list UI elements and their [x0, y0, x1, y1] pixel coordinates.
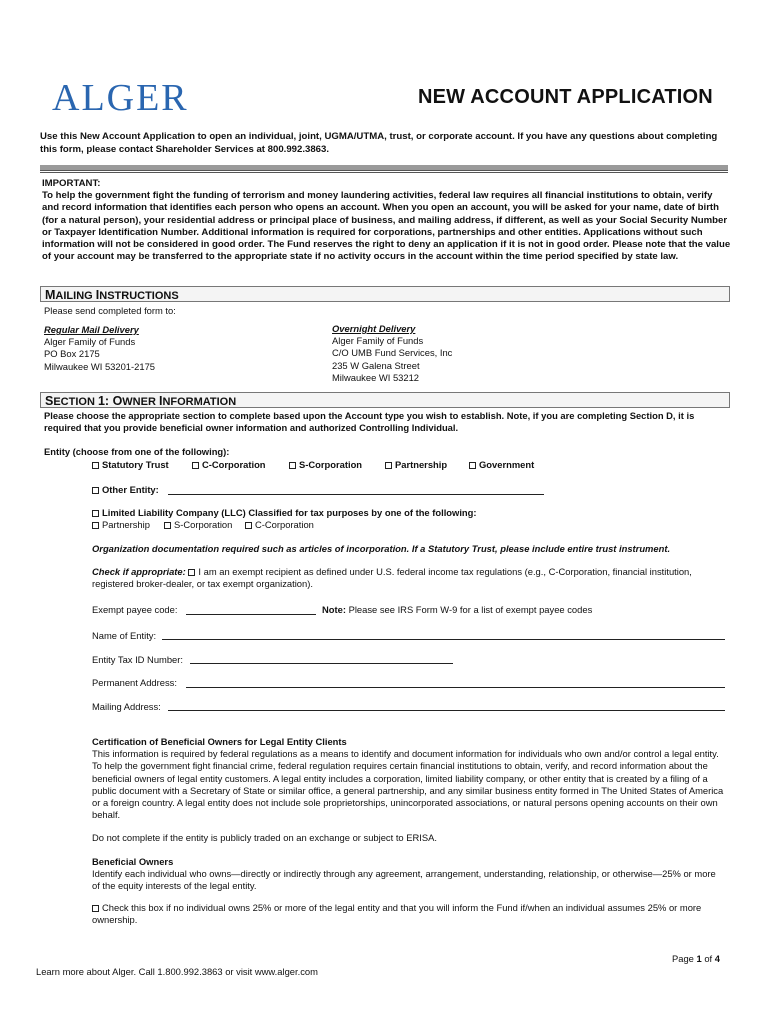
page-current: 1	[696, 953, 702, 964]
heading-letter: I	[158, 394, 163, 408]
beneficial-owners-text: Identify each individual who owns—directly or indirectly through any agreement, arrangement, understanding, relationship, or otherwise—25% or more of the equity interests of the legal entity.	[92, 867, 716, 892]
heading-part: WNER	[122, 396, 159, 408]
llc-option-partnership[interactable]	[92, 519, 150, 531]
exempt-payee-label: Exempt payee code:	[92, 604, 178, 615]
overnight-line: Milwaukee WI 53212	[332, 371, 420, 383]
certification-block	[92, 736, 724, 927]
page-prefix: Page	[672, 953, 697, 964]
checkbox-icon[interactable]	[92, 905, 99, 912]
other-entity-label: Other Entity:	[102, 484, 159, 495]
llc-option-c-corporation[interactable]	[245, 519, 314, 531]
certification-paragraph: To help the government fight financial crime, federal regulation requires certain financial institutions to obtain, verify, and record information about the beneficial owners of legal entity customers. A legal entity includes a corporation, limited liability company, or other entity that is created by a filing of a public document with a Secretary of State or similar office, a general partnership, and any similar business entity formed in The United States of America or a foreign country. A legal entity does not include sole proprietorships, unincorporated associations, or natural persons opening accounts on their own behalf.	[92, 760, 724, 821]
entity-option-label: Government	[479, 459, 535, 470]
overnight-block	[332, 323, 452, 384]
entity-option-label: Statutory Trust	[102, 459, 169, 470]
overnight-line: C/O UMB Fund Services, Inc	[332, 347, 453, 359]
regular-mail-block	[44, 324, 155, 373]
overnight-line: 235 W Galena Street	[332, 359, 420, 371]
checkbox-icon[interactable]	[92, 462, 99, 469]
divider-rule-thin	[40, 172, 728, 173]
checkbox-icon[interactable]	[469, 462, 476, 469]
footer-learn-more: Learn more about Alger. Call 1.800.992.3863 or visit www.alger.com	[36, 966, 318, 977]
no-owner-option[interactable]	[92, 902, 724, 926]
llc-option-label: Partnership	[102, 519, 150, 530]
beneficial-owners-title: Beneficial Owners	[92, 855, 174, 867]
overnight-title: Overnight Delivery	[332, 323, 416, 334]
divider-rule	[40, 165, 728, 171]
certification-paragraph: This information is required by federal regulations as a means to identify and document information for individuals who own and/or control a legal entity.	[92, 748, 719, 760]
entity-option-c-corporation[interactable]	[192, 459, 266, 471]
page-total: 4	[714, 953, 720, 964]
checkbox-icon[interactable]	[188, 569, 195, 576]
check-appropriate-label: Check if appropriate:	[92, 566, 186, 577]
intro-text: Use this New Account Application to open an individual, joint, UGMA/UTMA, trust, or corporate account. If you have any questions about completing this form, please contact Shareholder Services at 800.992.3863.	[40, 131, 718, 155]
overnight-line: Alger Family of Funds	[332, 335, 424, 347]
section1-intro: Please choose the appropriate section to complete based upon the Account type you wish to establish. Note, if you are completing Section D, it is required that you provide beneficial owner information and authorized Controlling Individual.	[44, 410, 695, 434]
entity-option-partnership[interactable]	[385, 459, 447, 471]
checkbox-icon[interactable]	[289, 462, 296, 469]
heading-part: 1:	[97, 394, 113, 408]
heading-part: ECTION	[53, 396, 98, 408]
llc-label: Limited Liability Company (LLC) Classified for tax purposes by one of the following:	[102, 507, 477, 518]
exempt-payee-field[interactable]	[186, 614, 316, 615]
llc-option-label: C-Corporation	[255, 519, 314, 530]
regular-mail-line: Milwaukee WI 53201-2175	[44, 360, 155, 372]
send-to-text: Please send completed form to:	[44, 305, 176, 316]
page-of: of	[701, 953, 715, 964]
entity-option-label: C-Corporation	[202, 459, 266, 470]
note-label: Note:	[322, 604, 346, 615]
checkbox-icon[interactable]	[92, 522, 99, 529]
heading-part: AILING	[55, 290, 96, 302]
no-owner-text: Check this box if no individual owns 25% or more of the legal entity and that you will inform the Fund if/when an individual assumes 25% or more ownership.	[92, 902, 702, 926]
checkbox-icon[interactable]	[385, 462, 392, 469]
other-entity-option[interactable]	[92, 484, 159, 496]
entity-tax-id-label: Entity Tax ID Number:	[92, 654, 184, 665]
entity-name-label: Name of Entity:	[92, 630, 157, 641]
checkbox-icon[interactable]	[92, 487, 99, 494]
llc-option-s-corporation[interactable]	[164, 519, 232, 531]
regular-mail-title: Regular Mail Delivery	[44, 324, 139, 335]
important-text: To help the government fight the funding of terrorism and money laundering activities, federal law requires all financial institutions to obtain, verify and record information that identifies each person who opens an account. When you open an account, you will be asked for your name, date of birth (for a natural person), your residential address or principal place of business, and mailing address, if different, as well as your Social Security Number or Taxpayer Identification Number. Additional information is required for corporations, partnerships and other entities. Applications without such information will not be considered in good order. The Fund reserves the right to deny an application if it is not in good order. Please note that the value of your account may be transferred to the appropriate state if no activity occurs in the account within the time period specified by state law.	[42, 190, 731, 263]
exempt-recipient-block	[92, 566, 722, 590]
checkbox-icon[interactable]	[245, 522, 252, 529]
entity-option-s-corporation[interactable]	[289, 459, 362, 471]
page-title: NEW ACCOUNT APPLICATION	[418, 86, 713, 108]
llc-option-label: S-Corporation	[174, 519, 233, 530]
alger-logo: ALGER	[52, 77, 189, 119]
other-entity-field[interactable]	[168, 494, 544, 495]
heading-part: NFORMATION	[162, 396, 237, 408]
mailing-instructions-heading	[40, 286, 730, 302]
entity-name-field[interactable]	[162, 639, 725, 640]
entity-label: Entity (choose from one of the following):	[44, 446, 230, 457]
heading-part: NSTRUCTIONS	[99, 290, 179, 302]
note-text: Please see IRS Form W-9 for a list of exempt payee codes	[348, 604, 593, 615]
mailing-address-label: Mailing Address:	[92, 701, 161, 712]
heading-letter: O	[112, 394, 123, 408]
exempt-recipient-text: I am an exempt recipient as defined under U.S. federal income tax regulations (e.g., C-Corporation, financial institution, registered broker-dealer, or tax exempt organization).	[92, 566, 692, 590]
checkbox-icon[interactable]	[164, 522, 171, 529]
heading-letter: I	[95, 288, 100, 302]
heading-letter: M	[45, 288, 56, 302]
org-doc-note: Organization documentation required such as articles of incorporation. If a Statutory Trust, please include entire trust instrument.	[92, 543, 671, 554]
permanent-address-label: Permanent Address:	[92, 677, 177, 688]
entity-option-label: S-Corporation	[299, 459, 363, 470]
section1-heading	[40, 392, 730, 408]
entity-option-label: Partnership	[395, 459, 448, 470]
llc-option[interactable]	[92, 507, 477, 519]
entity-option-statutory-trust[interactable]	[92, 459, 169, 471]
regular-mail-line: PO Box 2175	[44, 348, 100, 360]
exempt-note	[322, 604, 592, 616]
mailing-address-field[interactable]	[168, 710, 725, 711]
heading-letter: S	[45, 394, 54, 408]
important-label: IMPORTANT:	[42, 178, 101, 189]
certification-paragraph: Do not complete if the entity is publicly traded on an exchange or subject to ERISA.	[92, 832, 437, 844]
entity-option-government[interactable]	[469, 459, 534, 471]
regular-mail-line: Alger Family of Funds	[44, 336, 136, 348]
permanent-address-field[interactable]	[186, 687, 725, 688]
page-number	[672, 953, 720, 964]
checkbox-icon[interactable]	[192, 462, 199, 469]
certification-title: Certification of Beneficial Owners for Legal Entity Clients	[92, 736, 347, 747]
checkbox-icon[interactable]	[92, 510, 99, 517]
entity-tax-id-field[interactable]	[190, 663, 453, 664]
